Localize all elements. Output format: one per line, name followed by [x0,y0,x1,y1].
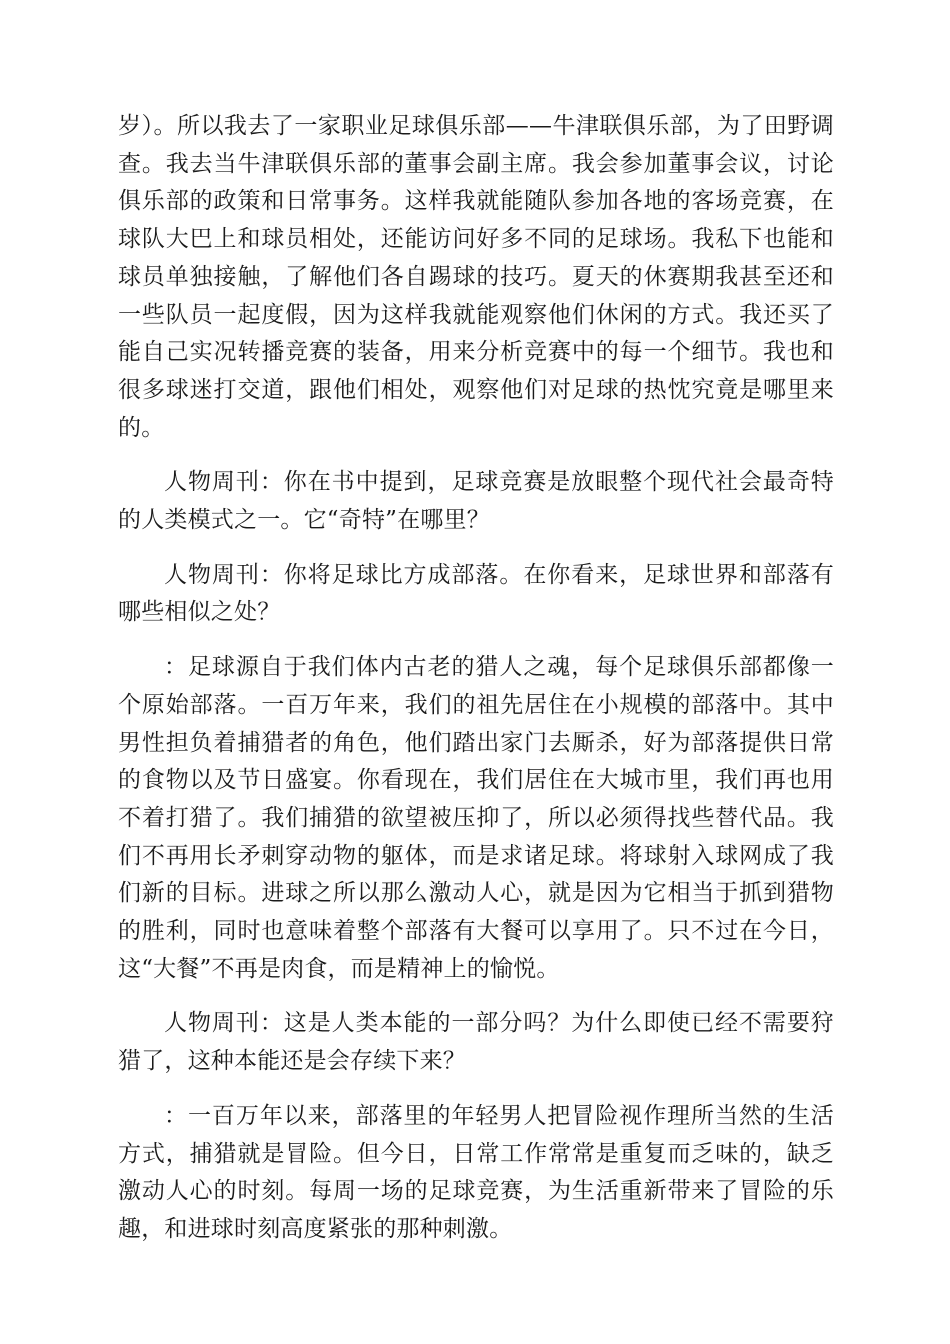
paragraph-answer-2: ：足球源自于我们体内古老的猎人之魂，每个足球俱乐部都像一个原始部落。一百万年来，我们的祖先居住在小规模的部落中。其中男性担负着捕猎者的角色，他们踏出家门去厮杀，好为部落提供日常的食物以及节日盛宴。你看现在，我们居住在大城市里，我们再也用不着打猎了。我们捕猎的欲望被压抑了，所以必须得找些替代品。我们不再用长矛刺穿动物的躯体，而是求诸足球。将球射入球网成了我们新的目标。进球之所以那么激动人心，就是因为它相当于抓到猎物的胜利，同时也意味着整个部落有大餐可以享用了。只不过在今日，这“大餐”不再是肉食，而是精神上的愉悦。 [118,654,834,982]
document-body [118,108,834,1266]
paragraph-continuation: 岁）。所以我去了一家职业足球俱乐部——牛津联俱乐部，为了田野调查。我去当牛津联俱乐部的董事会副主席。我会参加董事会议，讨论俱乐部的政策和日常事务。这样我就能随队参加各地的客场竞赛，在球队大巴上和球员相处，还能访问好多不同的足球场。我私下也能和球员单独接触，了解他们各自踢球的技巧。夏天的休赛期我甚至还和一些队员一起度假，因为这样我就能观察他们休闲的方式。我还买了能自己实况转播竞赛的装备，用来分析竞赛中的每一个细节。我也和很多球迷打交道，跟他们相处，观察他们对足球的热忱究竟是哪里来的。 [118,113,834,441]
paragraph-answer-3: ：一百万年以来，部落里的年轻男人把冒险视作理所当然的生活方式，捕猎就是冒险。但今日，日常工作常常是重复而乏味的，缺乏激动人心的时刻。每周一场的足球竞赛，为生活重新带来了冒险的乐趣，和进球时刻高度紧张的那种刺激。 [118,1102,834,1242]
paragraph-question-1: 人物周刊：你在书中提到，足球竞赛是放眼整个现代社会最奇特的人类模式之一。它“奇特”在哪里？ [118,469,834,534]
paragraph-question-2: 人物周刊：你将足球比方成部落。在你看来，足球世界和部落有哪些相似之处？ [118,561,834,626]
paragraph-question-3: 人物周刊：这是人类本能的一部分吗？为什么即使已经不需要狩猎了，这种本能还是会存续下来？ [118,1010,834,1075]
